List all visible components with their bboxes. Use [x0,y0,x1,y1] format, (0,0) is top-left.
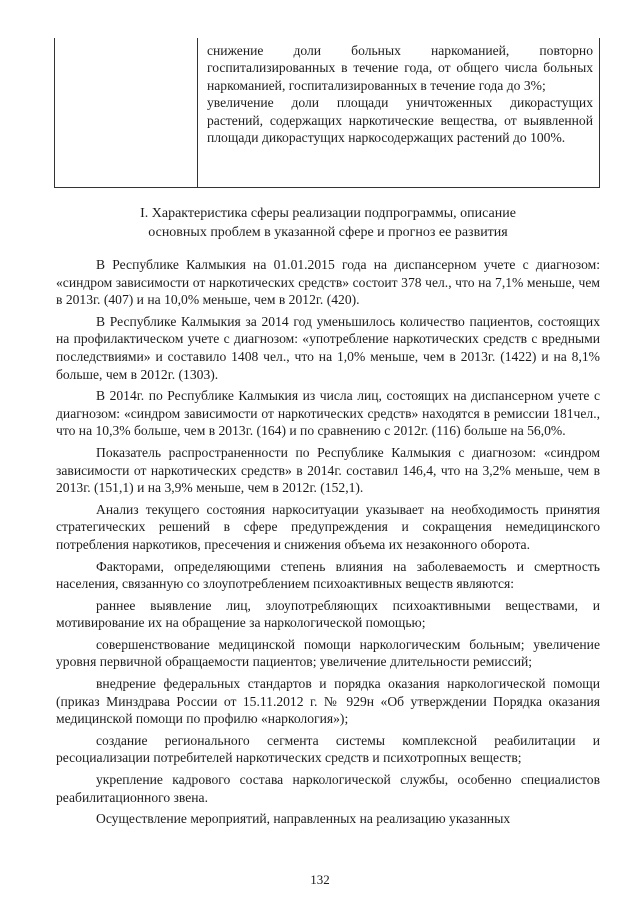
paragraph: Показатель распространенности по Республике Калмыкия с диагнозом: «синдром зависимости от наркотических средств» в 2014г. составил 146,4, что на 3,2% меньше, чем в 2013г. (151,1) и на 3,9% меньше, чем в 2012г. (152,1). [56,444,600,496]
table-cell-line: снижение доли больных наркоманией, повторно госпитализированных в течение года, от общего числа больных наркоманией, госпитализированных в течение года до 3%; [207,43,593,93]
paragraph: В Республике Калмыкия за 2014 год уменьшилось количество пациентов, состоящих на профилактическом учете с диагнозом: «употребление наркотических средств с вредными последствиями» и составило 1408 чел., что на 1,0% меньше, чем в 2013г. (1422) и на 8,1% больше, чем в 2012г. (1303). [56,313,600,382]
page-number: 132 [310,872,330,887]
paragraph: создание регионального сегмента системы комплексной реабилитации и ресоциализации потребителей наркотических средств и психотропных веществ; [56,732,600,766]
body-text [56,256,600,832]
table-fragment [54,38,600,188]
paragraph: Осуществление мероприятий, направленных на реализацию указанных [96,811,511,827]
table-column-divider [197,38,198,187]
paragraph: Факторами, определяющими степень влияния на заболеваемость и смертность населения, связанную со злоупотреблением психоактивных веществ являются: [56,558,600,592]
paragraph: совершенствование медицинской помощи наркологическим больным; увеличение уровня первичной обращаемости пациентов; увеличение длительности ремиссий; [56,636,600,670]
paragraph: внедрение федеральных стандартов и порядка оказания наркологической помощи (приказ Минздрава России от 15.11.2012 г. № 929н «Об утверждении Порядка оказания медицинской помощи по профилю «наркология»); [56,676,600,727]
paragraph: раннее выявление лиц, злоупотребляющих психоактивными веществами, и мотивирование их на обращение за наркологической помощью; [56,597,600,631]
section-title-line-2: основных проблем в указанной сфере и прогноз ее развития [148,224,508,240]
section-title-line-1: I. Характеристика сферы реализации подпрограммы, описание [140,206,516,221]
paragraph: укрепление кадрового состава наркологической службы, особенно специалистов реабилитационного звена. [56,772,600,805]
section-heading [70,205,586,242]
paragraph: Анализ текущего состояния наркоситуации указывает на необходимость принятия стратегических решений в сфере предупреждения и сокращения немедицинского потребления наркотиков, пресечения и снижения объема их незаконного оборота. [56,501,600,552]
table-cell-indicators [207,42,593,146]
paragraph: В Республике Калмыкия на 01.01.2015 года на диспансерном учете с диагнозом: «синдром зависимости от наркотических средств» состоит 378 чел., что на 7,1% меньше, чем в 2013г. (407) и на 10,0% меньше, чем в 2012г. (420). [56,257,600,308]
table-cell-line: увеличение доли площади уничтоженных дикорастущих растений, содержащих наркотические вещества, от выявленной площади дикорастущих наркосодержащих растений до 100%. [207,95,593,146]
paragraph: В 2014г. по Республике Калмыкия из числа лиц, состоящих на диспансерном учете с диагнозом: «синдром зависимости от наркотических средств» находятся в ремиссии 181чел., что на 10,3% больше, чем в 2013г. (164) и по сравнению с 2012г. (116) больше на 56,0%. [56,388,600,439]
